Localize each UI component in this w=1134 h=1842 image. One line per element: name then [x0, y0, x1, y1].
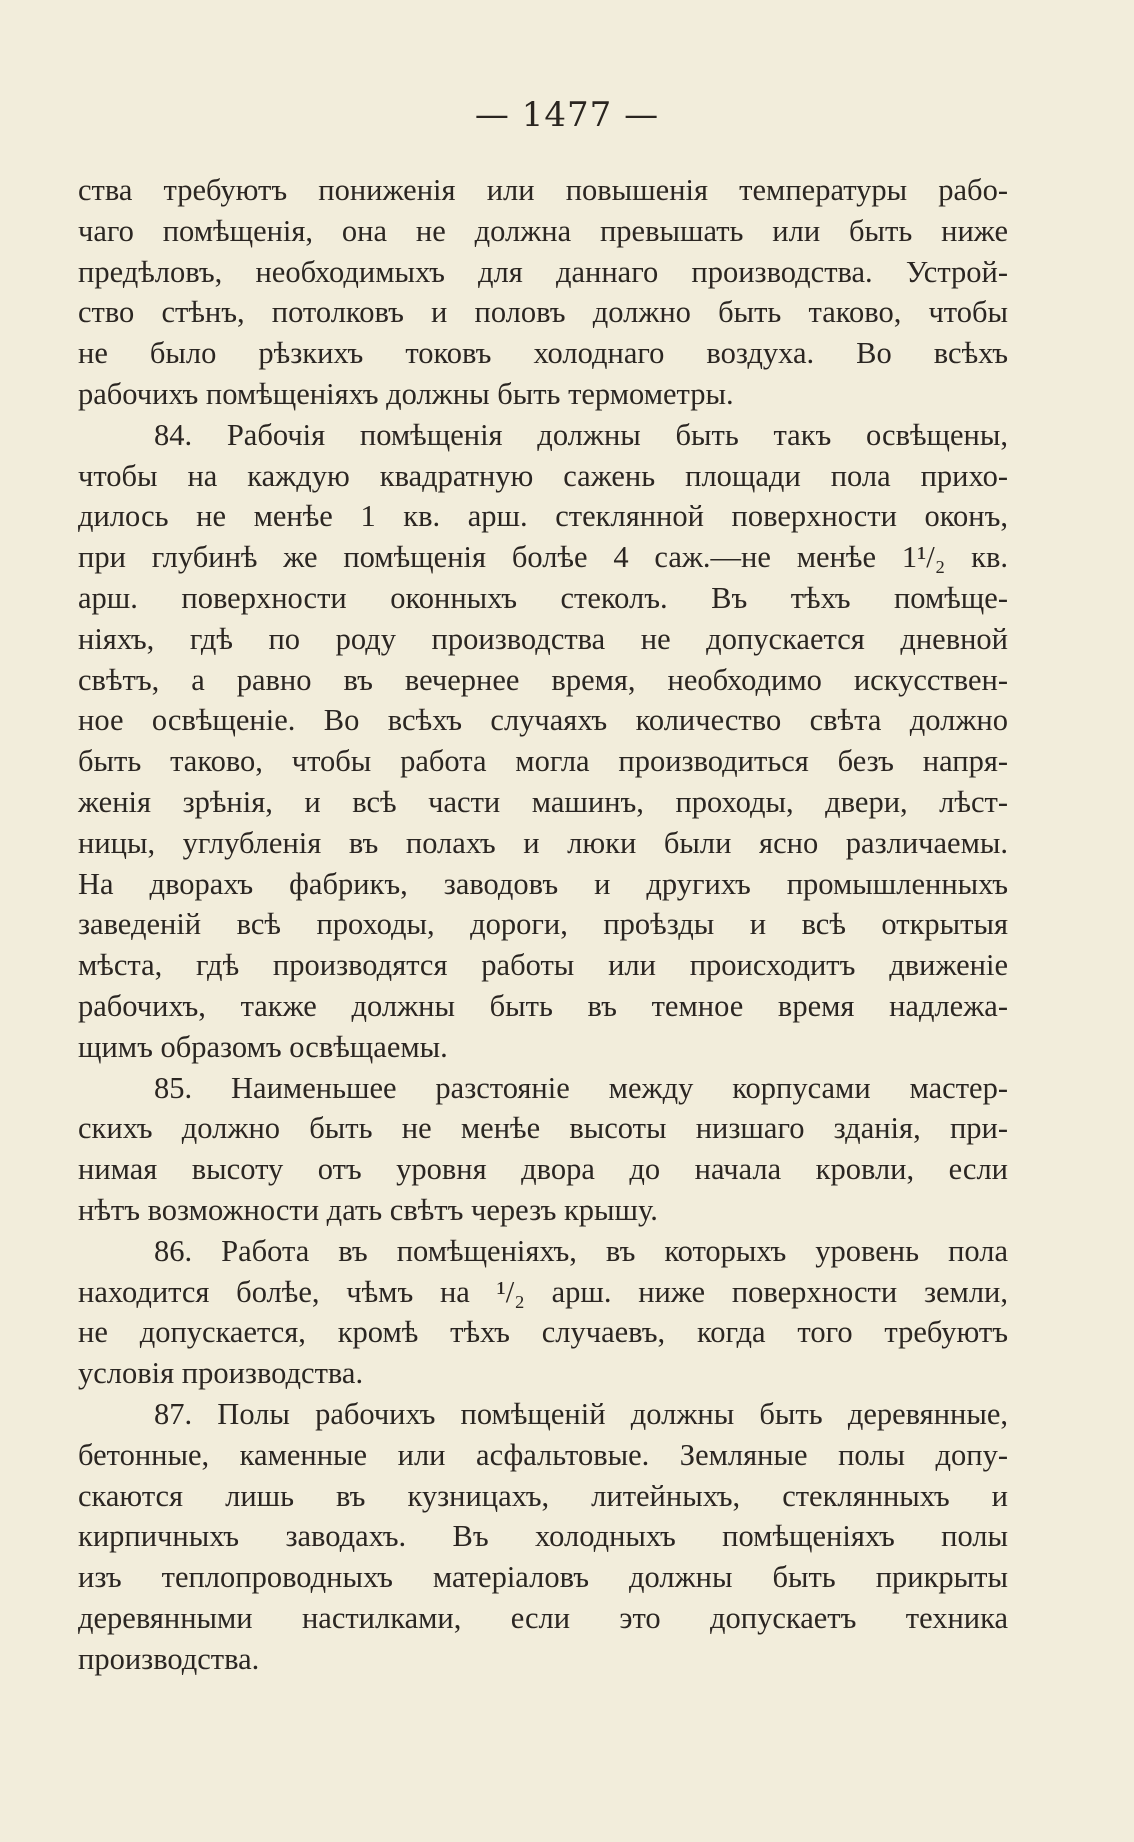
text-line: не допускается, кромѣ тѣхъ случаевъ, когда того требуютъ	[78, 1315, 1008, 1350]
text-line: свѣтъ, а равно въ вечернее время, необходимо искусствен-	[78, 662, 1008, 697]
text-line: не было рѣзкихъ токовъ холоднаго воздуха. Во всѣхъ	[78, 336, 1008, 371]
page-text	[78, 170, 1008, 1679]
text-line: скихъ должно быть не менѣе высоты низшаго зданія, при-	[78, 1111, 1008, 1146]
text-line: 84. Рабочія помѣщенія должны быть такъ освѣщены,	[154, 417, 1008, 452]
text-line: нимая высоту отъ уровня двора до начала кровли, если	[78, 1152, 1008, 1187]
text-line: предѣловъ, необходимыхъ для даннаго производства. Устрой-	[78, 254, 1008, 289]
text-line: скаются лишь въ кузницахъ, литейныхъ, стеклянныхъ и	[78, 1478, 1008, 1513]
page-number: — 1477 —	[474, 95, 660, 135]
text-line: чаго помѣщенія, она не должна превышать или быть ниже	[78, 213, 1008, 248]
text-line: рабочихъ, также должны быть въ темное время надлежа-	[78, 988, 1008, 1023]
text-line: находится болѣе, чѣмъ на ¹/₂ арш. ниже поверхности земли,	[78, 1274, 1008, 1309]
text-line: ства требуютъ пониженія или повышенія температуры рабо-	[78, 173, 1008, 207]
text-line: 86. Работа въ помѣщеніяхъ, въ которыхъ уровень пола	[154, 1233, 1008, 1268]
text-line: деревянными настилками, если это допускаетъ техника	[78, 1600, 1008, 1635]
text-line: ное освѣщеніе. Во всѣхъ случаяхъ количество свѣта должно	[78, 703, 1008, 738]
text-line: мѣста, гдѣ производятся работы или происходитъ движеніе	[78, 948, 1008, 983]
text-line: женія зрѣнія, и всѣ части машинъ, проходы, двери, лѣст-	[78, 784, 1008, 819]
text-line: нѣтъ возможности дать свѣтъ черезъ крышу.	[78, 1192, 658, 1227]
text-line: кирпичныхъ заводахъ. Въ холодныхъ помѣщеніяхъ полы	[78, 1519, 1008, 1554]
text-line: ніяхъ, гдѣ по роду производства не допускается дневной	[78, 621, 1008, 656]
text-line: при глубинѣ же помѣщенія болѣе 4 саж.—не менѣе 1¹/₂ кв.	[78, 540, 1008, 575]
text-line: условія производства.	[78, 1356, 364, 1391]
text-line: изъ теплопроводныхъ матеріаловъ должны быть прикрыты	[78, 1560, 1008, 1595]
text-line: дилось не менѣе 1 кв. арш. стеклянной поверхности оконъ,	[78, 499, 1008, 534]
paragraph-84	[78, 415, 1008, 1068]
paragraph-87	[78, 1394, 1008, 1680]
text-line: бетонные, каменные или асфальтовые. Земляные полы допу-	[78, 1437, 1008, 1472]
text-line: ницы, углубленія въ полахъ и люки были ясно различаемы.	[78, 825, 1008, 860]
text-line: 85. Наименьшее разстояніе между корпусами мастер-	[154, 1070, 1008, 1105]
paragraph-85	[78, 1068, 1008, 1231]
text-line: рабочихъ помѣщеніяхъ должны быть термометры.	[78, 376, 734, 411]
paragraph-83-continuation	[78, 170, 1008, 415]
text-line: ство стѣнъ, потолковъ и половъ должно быть таково, чтобы	[78, 295, 1008, 330]
text-line: На дворахъ фабрикъ, заводовъ и другихъ промышленныхъ	[78, 866, 1008, 901]
text-line: чтобы на каждую квадратную сажень площади пола прихо-	[78, 458, 1008, 493]
text-line: арш. поверхности оконныхъ стеколъ. Въ тѣхъ помѣще-	[78, 580, 1008, 615]
text-line: быть таково, чтобы работа могла производиться безъ напря-	[78, 744, 1008, 779]
paragraph-86	[78, 1231, 1008, 1394]
text-line: щимъ образомъ освѣщаемы.	[78, 1029, 448, 1064]
text-line: 87. Полы рабочихъ помѣщеній должны быть деревянные,	[154, 1396, 1008, 1431]
text-line: производства.	[78, 1641, 260, 1676]
text-line: заведеній всѣ проходы, дороги, проѣзды и всѣ открытыя	[78, 907, 1008, 942]
